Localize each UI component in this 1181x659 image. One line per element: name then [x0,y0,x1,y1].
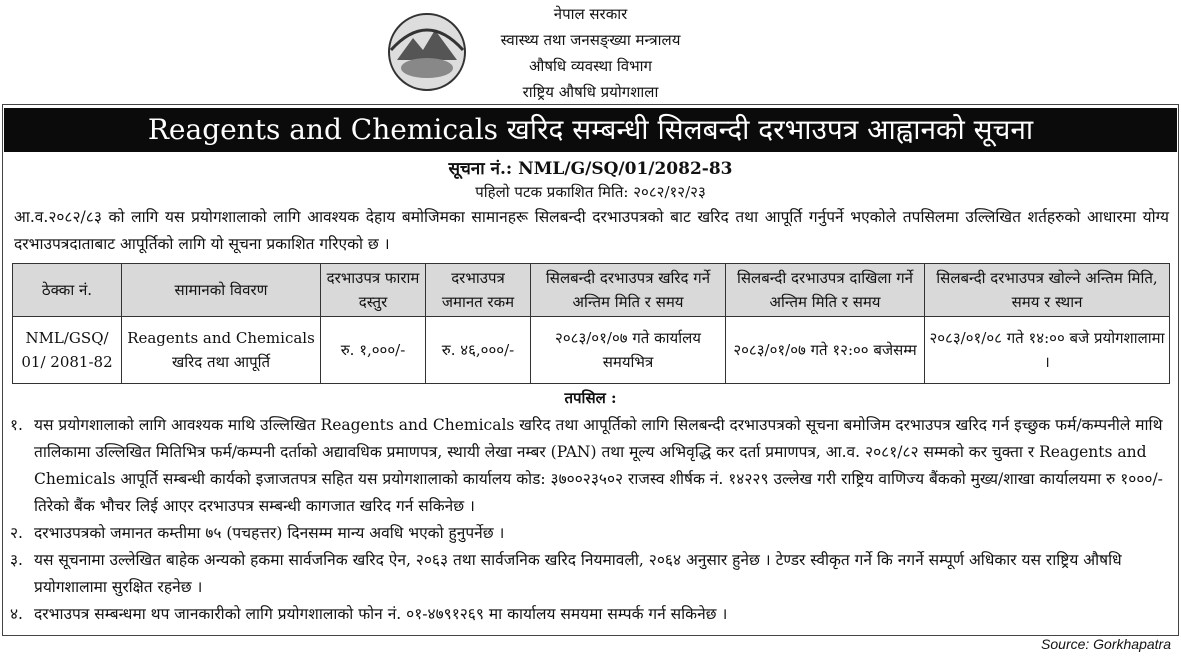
cell-description: Reagents and Chemicals खरिद तथा आपूर्ति [122,317,321,384]
list-item [10,520,1170,547]
list-item [10,412,1170,520]
intro-paragraph: आ.व.२०८२/८३ को लागि यस प्रयोगशालाको लागि आवश्यक देहाय बमोजिमका सामानहरू सिलबन्दी दरभाउपत्रको बाट खरिद तथा आपूर्ति गर्नुपर्ने भएकोले तपसिलमा उल्लिखित शर्तहरुको आधारमा योग्य दरभाउपत्रदाताबाट आपूर्तिको लागि यो सूचना प्रकाशित गरिएको छ । [14,208,1169,253]
item-number: ४. [10,605,23,623]
item-text: दरभाउपत्र सम्बन्धमा थप जानकारीको लागि प्रयोगशालाको फोन नं. ०१-४७९१२६९ मा कार्यालय समयमा सम्पर्क गर्न सकिनेछ । [34,605,728,623]
notice-title-banner: Reagents and Chemicals खरिद सम्बन्धी सिलबन्दी दरभाउपत्र आह्वानको सूचना [4,108,1177,152]
item-text: दरभाउपत्रको जमानत कम्तीमा ७५ (पचहत्तर) दिनसम्म मान्य अवधि भएको हुनुपर्नेछ । [34,524,505,542]
published-date: पहिलो पटक प्रकाशित मिति: २०८२/१२/२३ [475,183,706,201]
cell-form-fee: रु. १,०००/- [321,317,426,384]
tender-table [12,263,1170,384]
notice-number: सूचना नं.: NML/G/SQ/01/2082-83 [448,159,733,179]
table-row [13,317,1170,384]
header-line-government: नेपाल सरकार [553,5,628,23]
conditions-list [10,412,1170,628]
item-number: १. [10,416,23,434]
item-text: यस प्रयोगशालाको लागि आवश्यक माथि उल्लिखित Reagents and Chemicals खरिद तथा आपूर्तिको लागि सिलबन्दी दरभाउपत्रको सूचना बमोजिम दरभाउपत्र खरिद गर्न इच्छुक फर्म/कम्पनीले माथि तालिकामा उल्लिखित मितिभित्र फर्म/कम्पनी दर्ताको अद्यावधिक प्रमाणपत्र, स्थायी लेखा नम्बर (PAN) तथा मूल्य अभिवृद्धि कर दर्ता प्रमाणपत्र, आ.व. २०८१/८२ सम्मको कर चुक्ता र Reagents and Chemicals आपूर्ति सम्बन्धी कार्यको इजाजतपत्र सहित यस प्रयोगशालाको कार्यालय कोड: ३७००२३५०२ राजस्व शीर्षक नं. १४२२९ उल्लेख गरी राष्ट्रिय वाणिज्य बैंकको मुख्य/शाखा कार्यालयमा रु १०००/- तिरेको बैंक भौचर लिई आएर दरभाउपत्र सम्बन्धी कागजात खरिद गर्न सकिनेछ । [34,416,1163,515]
col-header: सिलबन्दी दरभाउपत्र खोल्ने अन्तिम मिति, समय र स्थान [925,264,1170,317]
cell-contract-no: NML/GSQ/ 01/ 2081-82 [13,317,122,384]
item-number: २. [10,524,23,542]
list-item [10,547,1170,601]
source-credit: Source: Gorkhapatra [1041,636,1171,652]
col-header: ठेक्का नं. [13,264,122,317]
col-header: सिलबन्दी दरभाउपत्र दाखिला गर्ने अन्तिम मिति र समय [726,264,925,317]
tapsil-heading: तपसिल : [564,389,617,407]
header-line-laboratory: राष्ट्रिय औषधि प्रयोगशाला [522,83,659,101]
item-number: ३. [10,551,23,569]
cell-purchase-deadline: २०८३/०१/०७ गते कार्यालय समयभित्र [531,317,726,384]
col-header: दरभाउपत्र जमानत रकम [426,264,531,317]
list-item [10,601,1170,628]
cell-opening: २०८३/०१/०८ गते १४:०० बजे प्रयोगशालामा । [925,317,1170,384]
item-text: यस सूचनामा उल्लेखित बाहेक अन्यको हकमा सार्वजनिक खरिद ऐन, २०६३ तथा सार्वजनिक खरिद नियमावली, २०६४ अनुसार हुनेछ । टेण्डर स्वीकृत गर्ने कि नगर्ने सम्पूर्ण अधिकार यस राष्ट्रिय औषधि प्रयोगशालामा सुरक्षित रहनेछ । [34,551,1122,596]
col-header: दरभाउपत्र फाराम दस्तुर [321,264,426,317]
col-header: सामानको विवरण [122,264,321,317]
header-line-department: औषधि व्यवस्था विभाग [529,57,652,75]
col-header: सिलबन्दी दरभाउपत्र खरिद गर्ने अन्तिम मिति र समय [531,264,726,317]
header-line-ministry: स्वास्थ्य तथा जनसङ्ख्या मन्त्रालय [500,31,681,49]
cell-bid-security: रु. ४६,०००/- [426,317,531,384]
table-header-row [13,264,1170,317]
cell-submission-deadline: २०८३/०१/०७ गते १२:०० बजेसम्म [726,317,925,384]
